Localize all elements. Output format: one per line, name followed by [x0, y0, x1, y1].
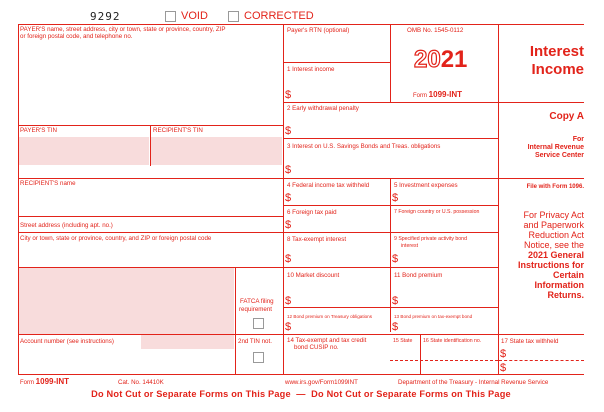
- box13-field[interactable]: [402, 320, 496, 332]
- irs-line-1: Internal Revenue: [527, 144, 584, 151]
- box7-field[interactable]: [392, 217, 496, 231]
- footer-form: [20, 377, 69, 388]
- box5-field[interactable]: [402, 190, 496, 204]
- box9-dollar-sign: $: [392, 253, 399, 265]
- box8-dollar-sign: $: [285, 253, 292, 265]
- box6-field[interactable]: [295, 217, 388, 231]
- second-tin-not-checkbox[interactable]: [253, 352, 264, 363]
- divider-left-column: [283, 24, 284, 374]
- box6-dollar-sign: $: [285, 219, 292, 231]
- footer-form-name: 1099-INT: [35, 377, 70, 386]
- payer-tin-label: PAYER'S TIN: [20, 127, 57, 134]
- title-income: Income: [531, 61, 584, 78]
- divider-omb-box: [390, 24, 391, 102]
- box17-label: 17 State tax withheld: [501, 338, 559, 345]
- form-control-number: 9292: [90, 10, 121, 23]
- second-tin-not-label: 2nd TIN not.: [238, 338, 272, 345]
- box17-field-2[interactable]: [510, 361, 583, 373]
- box17-field-1[interactable]: [510, 347, 583, 359]
- box6-label: 6 Foreign tax paid: [287, 209, 337, 216]
- payer-info-field[interactable]: [19, 42, 282, 125]
- box13-dollar-sign: $: [392, 321, 399, 333]
- void-label: VOID: [181, 10, 208, 22]
- box10-field[interactable]: [295, 282, 388, 306]
- recipient-name-top-line: [18, 178, 283, 179]
- box5-label: 5 Investment expenses: [394, 182, 458, 189]
- corrected-checkbox[interactable]: [228, 11, 239, 22]
- box3-top-line: [283, 138, 498, 139]
- box4-label: 4 Federal income tax withheld: [287, 182, 370, 189]
- payer-tin-field[interactable]: [19, 137, 149, 165]
- box4-top-line: [283, 178, 584, 179]
- box1-field[interactable]: [295, 76, 388, 101]
- tax-year-prefix: 20: [414, 46, 441, 73]
- box1-dollar-sign: $: [285, 89, 292, 101]
- fatca-label-2: requirement: [239, 306, 273, 313]
- box9-label-1: 9 Specified private activity bond: [394, 236, 467, 242]
- fatca-label-1: FATCA filing: [240, 298, 274, 305]
- footer-department: Department of the Treasury - Internal Revenue Service: [398, 379, 549, 386]
- box11-label: 11 Bond premium: [394, 272, 443, 279]
- box5-dollar-sign: $: [392, 192, 399, 204]
- footer-form-prefix: Form: [20, 380, 36, 386]
- account-label: Account number (see instructions): [20, 338, 114, 345]
- box10-label: 10 Market discount: [287, 272, 340, 279]
- box4-dollar-sign: $: [285, 192, 292, 204]
- irs-line-2: Service Center: [534, 152, 584, 159]
- box8-label: 8 Tax-exempt interest: [287, 236, 347, 243]
- box15-16-divider: [420, 334, 421, 374]
- box2-label: 2 Early withdrawal penalty: [287, 105, 359, 112]
- box11-field[interactable]: [402, 282, 496, 306]
- recipient-tin-label: RECIPIENT'S TIN: [153, 127, 203, 134]
- for-label: For: [572, 136, 584, 143]
- form-bottom-border: [18, 374, 584, 375]
- payer-info-label-2: or foreign postal code, and telephone no.: [20, 33, 133, 40]
- privacy-line-2: and Paperwork: [523, 220, 584, 230]
- tax-year: [414, 47, 467, 73]
- box10-dollar-sign: $: [285, 295, 292, 307]
- omb-number: OMB No. 1545-0112: [407, 27, 464, 34]
- box17-dollar-sign-1: $: [500, 348, 507, 360]
- privacy-bold-4: Information: [534, 280, 584, 290]
- form-name-header: [413, 90, 462, 101]
- box2-top-line: [283, 102, 584, 103]
- recipient-name-field[interactable]: [19, 188, 282, 216]
- payer-rtn-label: Payer's RTN (optional): [287, 27, 350, 34]
- street-label: Street address (including apt. no.): [20, 222, 113, 229]
- box1-label: 1 Interest income: [287, 66, 335, 73]
- box1-top-line: [283, 62, 390, 63]
- box7-label: 7 Foreign country or U.S. possession: [394, 209, 480, 215]
- account-field[interactable]: [19, 348, 234, 373]
- footer-url: www.irs.gov/Form1099INT: [285, 379, 358, 386]
- box14-label-1: 14 Tax-exempt and tax credit: [287, 337, 367, 344]
- box10-top-line: [283, 267, 498, 268]
- form-name-prefix: Form: [413, 93, 429, 99]
- box11-dollar-sign: $: [392, 295, 399, 307]
- state-row-dashed-line: [390, 360, 498, 361]
- fatca-divider: [235, 267, 236, 374]
- city-top-line: [18, 232, 283, 233]
- box14-label-2: bond CUSIP no.: [294, 344, 339, 351]
- privacy-line-1: For Privacy Act: [523, 210, 584, 220]
- privacy-line-3: Reduction Act: [528, 230, 584, 240]
- box8-field[interactable]: [295, 246, 388, 266]
- payer-info-label: PAYER'S name, street address, city or town, state or province, country, ZIP: [20, 26, 226, 33]
- box14-field[interactable]: [285, 352, 389, 373]
- file-with-form-1096: File with Form 1096.: [526, 184, 584, 190]
- privacy-bold-3: Certain: [552, 270, 584, 280]
- recipient-tin-field[interactable]: [151, 137, 282, 165]
- privacy-bold-1: 2021 General: [527, 250, 584, 260]
- city-field[interactable]: [19, 244, 282, 264]
- title-interest: Interest: [529, 43, 584, 60]
- box12-label: 12 Bond premium on Treasury obligations: [287, 314, 373, 319]
- box17-dashed-divider: [499, 360, 584, 361]
- box9-label-2: interest: [401, 243, 419, 249]
- privacy-bold-2: Instructions for: [517, 260, 584, 270]
- box13-label: 13 Bond premium on tax-exempt bond: [394, 314, 473, 319]
- box2-field[interactable]: [295, 114, 497, 136]
- box3-field[interactable]: [295, 152, 497, 176]
- box12-top-line: [283, 307, 498, 308]
- box12-field[interactable]: [295, 320, 388, 332]
- footer-do-not-cut-notice: Do Not Cut or Separate Forms on This Page — Do Not Cut or Separate Forms on This Page: [91, 389, 511, 399]
- form-name: 1099-INT: [428, 90, 463, 99]
- tax-year-suffix: 21: [440, 46, 468, 73]
- box9-field[interactable]: [402, 250, 496, 266]
- box17-dollar-sign-2: $: [500, 362, 507, 374]
- corrected-label: CORRECTED: [244, 10, 314, 22]
- recipient-name-label: RECIPIENT'S name: [20, 180, 76, 187]
- box2-dollar-sign: $: [285, 125, 292, 137]
- void-checkbox[interactable]: [165, 11, 176, 22]
- divider-right-column: [498, 24, 499, 374]
- box3-label: 3 Interest on U.S. Savings Bonds and Treas. obligations: [287, 143, 441, 150]
- fatca-row-shaded-field: [19, 268, 234, 334]
- copy-a-label: Copy A: [549, 111, 584, 122]
- form-top-border: [18, 24, 584, 25]
- box12-dollar-sign: $: [285, 321, 292, 333]
- privacy-bold-5: Returns.: [547, 290, 584, 300]
- payer-rtn-field[interactable]: [285, 36, 389, 60]
- box6-top-line: [283, 205, 498, 206]
- city-label: City or town, state or province, country, and ZIP or foreign postal code: [20, 235, 212, 242]
- account-shaded-field: [141, 335, 234, 349]
- box16-label: 16 State identification no.: [423, 338, 482, 344]
- box8-top-line: [283, 232, 498, 233]
- box4-field[interactable]: [295, 190, 388, 204]
- box14-top-line: [283, 334, 584, 335]
- fatca-checkbox[interactable]: [253, 318, 264, 329]
- divider-box4-5: [390, 178, 391, 332]
- footer-cat-number: Cat. No. 14410K: [118, 379, 164, 386]
- box3-dollar-sign: $: [285, 164, 292, 176]
- box15-label: 15 State: [393, 338, 413, 344]
- street-top-line: [18, 216, 283, 217]
- privacy-line-4: Notice, see the: [523, 240, 584, 250]
